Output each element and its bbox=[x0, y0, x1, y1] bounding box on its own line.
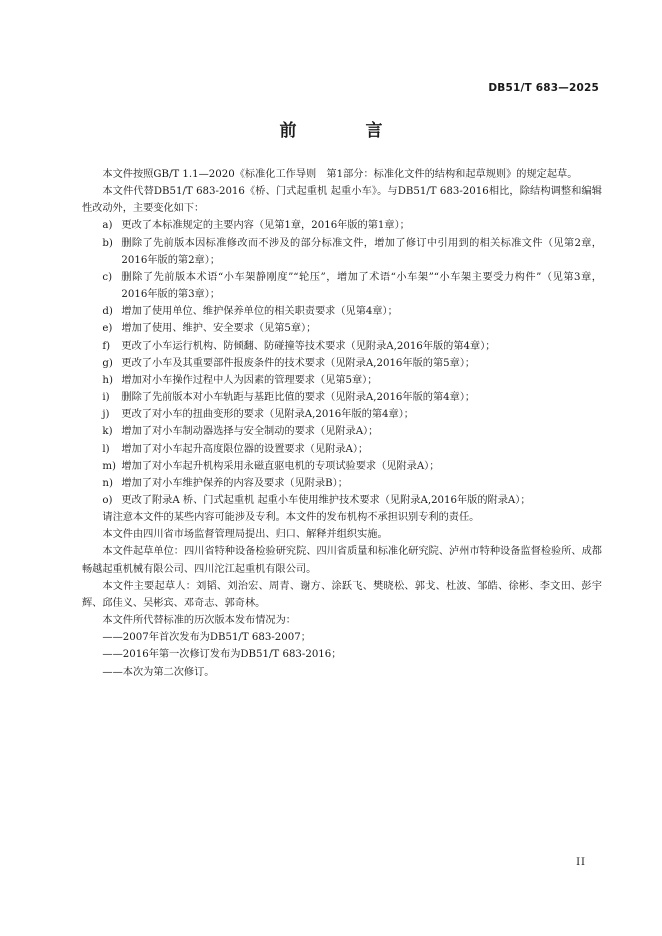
list-item-label: b) bbox=[102, 237, 113, 249]
list-item bbox=[82, 235, 602, 269]
list-item-label: d) bbox=[102, 306, 113, 318]
list-item bbox=[82, 217, 602, 234]
foreword-body bbox=[82, 166, 602, 681]
list-item-label: o) bbox=[102, 494, 113, 506]
paragraph-patent-notice: 请注意本文件的某些内容可能涉及专利。本文件的发布机构不承担识别专利的责任。 bbox=[102, 512, 480, 524]
list-item bbox=[82, 458, 602, 475]
list-item-label: c) bbox=[102, 271, 113, 283]
history-item: ——本次为第二次修订。 bbox=[102, 666, 215, 678]
list-item-label: a) bbox=[102, 220, 113, 232]
paragraph-history-intro: 本文件所代替标准的历次版本发布情况为： bbox=[102, 615, 296, 627]
list-item-text: 增加了使用单位、维护保养单位的相关职责要求（见第4章）； bbox=[121, 306, 398, 318]
list-item bbox=[82, 303, 602, 320]
list-item bbox=[82, 389, 602, 406]
list-item-label: i) bbox=[102, 392, 110, 404]
list-item-text: 更改了附录A 桥、门式起重机 起重小车使用维护技术要求（见附录A,2016年版的附录A）； bbox=[121, 494, 531, 506]
list-item-label: j) bbox=[102, 409, 110, 421]
list-item-label: m) bbox=[102, 460, 117, 472]
changes-list bbox=[82, 217, 602, 509]
list-item-text: 删除了先前版本术语“小车架静刚度”“轮压”，增加了术语“小车架”“小车架主要受力构件”（见第3章，2016年版的第3章）； bbox=[121, 271, 602, 301]
list-item bbox=[82, 372, 602, 389]
list-item-text: 增加了对小车起升高度限位器的设置要求（见附录A）； bbox=[121, 443, 369, 455]
list-item-text: 更改了本标准规定的主要内容（见第1章，2016年版的第1章）； bbox=[121, 220, 410, 232]
list-item-text: 更改了小车运行机构、防倾翻、防碰撞等技术要求（见附录A,2016年版的第4章）； bbox=[121, 340, 496, 352]
list-item-text: 增加对小车操作过程中人为因素的管理要求（见第5章）； bbox=[121, 374, 378, 386]
list-item-label: k) bbox=[102, 426, 113, 438]
list-item-label: h) bbox=[102, 374, 113, 386]
list-item-label: f) bbox=[102, 340, 111, 352]
list-item bbox=[82, 355, 602, 372]
list-item bbox=[82, 338, 602, 355]
list-item bbox=[82, 475, 602, 492]
list-item bbox=[82, 492, 602, 509]
list-item bbox=[82, 406, 602, 423]
list-item-text: 删除了先前版本因标准修改而不涉及的部分标准文件，增加了修订中引用到的相关标准文件（见第2章，2016年版的第2章）； bbox=[121, 237, 602, 266]
list-item-text: 增加了对小车起升机构采用永磁直驱电机的专项试验要求（见附录A）； bbox=[121, 460, 440, 472]
paragraph-drafting-basis: 本文件按照GB/T 1.1—2020《标准化工作导则 第1部分：标准化文件的结构和起草规则》的规定起草。 bbox=[102, 169, 578, 180]
paragraph-drafters: 本文件主要起草人：刘韬、刘治宏、周青、谢方、涂跃飞、樊晓松、郭戈、杜波、邹皓、徐彬、李文田、彭宇辉、邱佳义、吴彬宾、邓奇志、郭奇林。 bbox=[82, 580, 602, 609]
history-item: ——2007年首次发布为DB51/T 683-2007； bbox=[102, 632, 311, 644]
paragraph-proposer: 本文件由四川省市场监督管理局提出、归口、解释并组织实施。 bbox=[102, 529, 388, 541]
list-item bbox=[82, 320, 602, 337]
list-item-text: 更改了对小车的扭曲变形的要求（见附录A,2016年版的第4章）； bbox=[121, 409, 414, 421]
list-item-label: e) bbox=[102, 323, 113, 335]
paragraph-drafting-units: 本文件起草单位：四川省特种设备检验研究院、四川省质量和标准化研究院、泸州市特种设备监督检验所、成都畅越起重机械有限公司、四川沱江起重机有限公司。 bbox=[82, 546, 602, 575]
list-item-label: n) bbox=[102, 477, 113, 489]
document-code: DB51/T 683—2025 bbox=[488, 82, 599, 94]
history-item: ——2016年第一次修订发布为DB51/T 683-2016； bbox=[102, 649, 342, 661]
list-item-text: 增加了使用、维护、安全要求（见第5章）； bbox=[121, 323, 317, 335]
list-item-text: 增加了对小车维护保养的内容及要求（见附录B）； bbox=[121, 477, 348, 489]
page-number: II bbox=[576, 857, 586, 868]
history-list bbox=[82, 629, 602, 680]
page-title: 前 言 bbox=[279, 121, 409, 141]
list-item-label: l) bbox=[102, 443, 110, 455]
list-item-label: g) bbox=[102, 357, 113, 369]
list-item bbox=[82, 269, 602, 303]
list-item-text: 更改了小车及其重要部件报废条件的技术要求（见附录A,2016年版的第5章）； bbox=[121, 357, 476, 369]
list-item bbox=[82, 423, 602, 440]
list-item bbox=[82, 441, 602, 458]
list-item-text: 删除了先前版本对小车轨距与基距比值的要求（见附录A,2016年版的第4章）； bbox=[121, 392, 476, 404]
paragraph-replacement: 本文件代替DB51/T 683-2016《桥、门式起重机 起重小车》。与DB51/T 683-2016相比，除结构调整和编辑性改动外，主要变化如下： bbox=[82, 186, 602, 215]
list-item-text: 增加了对小车制动器选择与安全制动的要求（见附录A）； bbox=[121, 426, 379, 438]
